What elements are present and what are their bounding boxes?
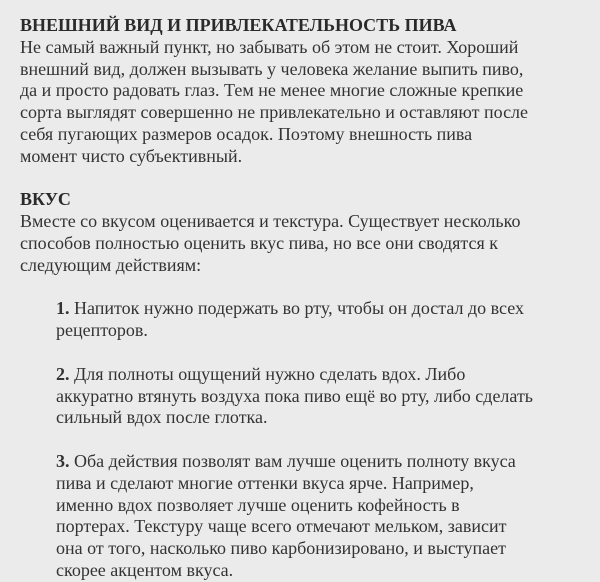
text-line: способов полностью оценить вкус пива, но все они сводятся к [20, 232, 499, 253]
section-heading: ВКУС [20, 189, 71, 210]
text-line: следующим действиям: [20, 254, 202, 275]
numbered-list [56, 298, 600, 581]
text-line: именно вдох позволяет лучше оценить кофейность в [56, 494, 460, 515]
section-paragraph [20, 211, 600, 276]
text-line: сорта выглядят совершенно не привлекательно и оставляют после [20, 102, 529, 123]
section-taste [20, 189, 600, 581]
list-item [56, 364, 600, 429]
item-number: 3. [56, 450, 70, 471]
text-line: портерах. Текстуру чаще всего отмечают мельком, зависит [56, 516, 507, 537]
text-line: рецепторов. [56, 320, 148, 341]
list-item [56, 298, 600, 342]
text-line: Для полноты ощущений нужно сделать вдох. Либо [74, 363, 466, 384]
section-appearance [20, 15, 600, 168]
text-line: скорее акцентом вкуса. [56, 559, 234, 580]
text-line: себя пугающих размеров осадок. Поэтому внешность пива [20, 123, 473, 144]
text-line: момент чисто субъективный. [20, 145, 243, 166]
text-line: она от того, насколько пиво карбонизировано, и выступает [56, 538, 507, 559]
text-line: Не самый важный пункт, но забывать об этом не стоит. Хороший [20, 36, 519, 57]
text-line: аккуратно втянуть воздуха пока пиво ещё во рту, либо сделать [56, 385, 534, 406]
text-line: да и просто радовать глаз. Тем не менее многие сложные крепкие [20, 80, 524, 101]
item-number: 1. [56, 298, 70, 319]
text-line: Напиток нужно подержать во рту, чтобы он достал до всех [74, 298, 525, 319]
text-line: пива и сделают многие оттенки вкуса ярче. Например, [56, 472, 474, 493]
section-heading: ВНЕШНИЙ ВИД И ПРИВЛЕКАТЕЛЬНОСТЬ ПИВА [20, 15, 457, 35]
item-number: 2. [56, 363, 70, 384]
text-line: Вместе со вкусом оценивается и текстура. Существует несколько [20, 211, 521, 232]
list-item [56, 451, 600, 582]
text-line: внешний вид, должен вызывать у человека желание выпить пиво, [20, 58, 524, 79]
section-paragraph [20, 37, 600, 168]
text-line: сильный вдох после глотка. [56, 407, 268, 428]
text-line: Оба действия позволят вам лучше оценить полноту вкуса [74, 450, 516, 471]
